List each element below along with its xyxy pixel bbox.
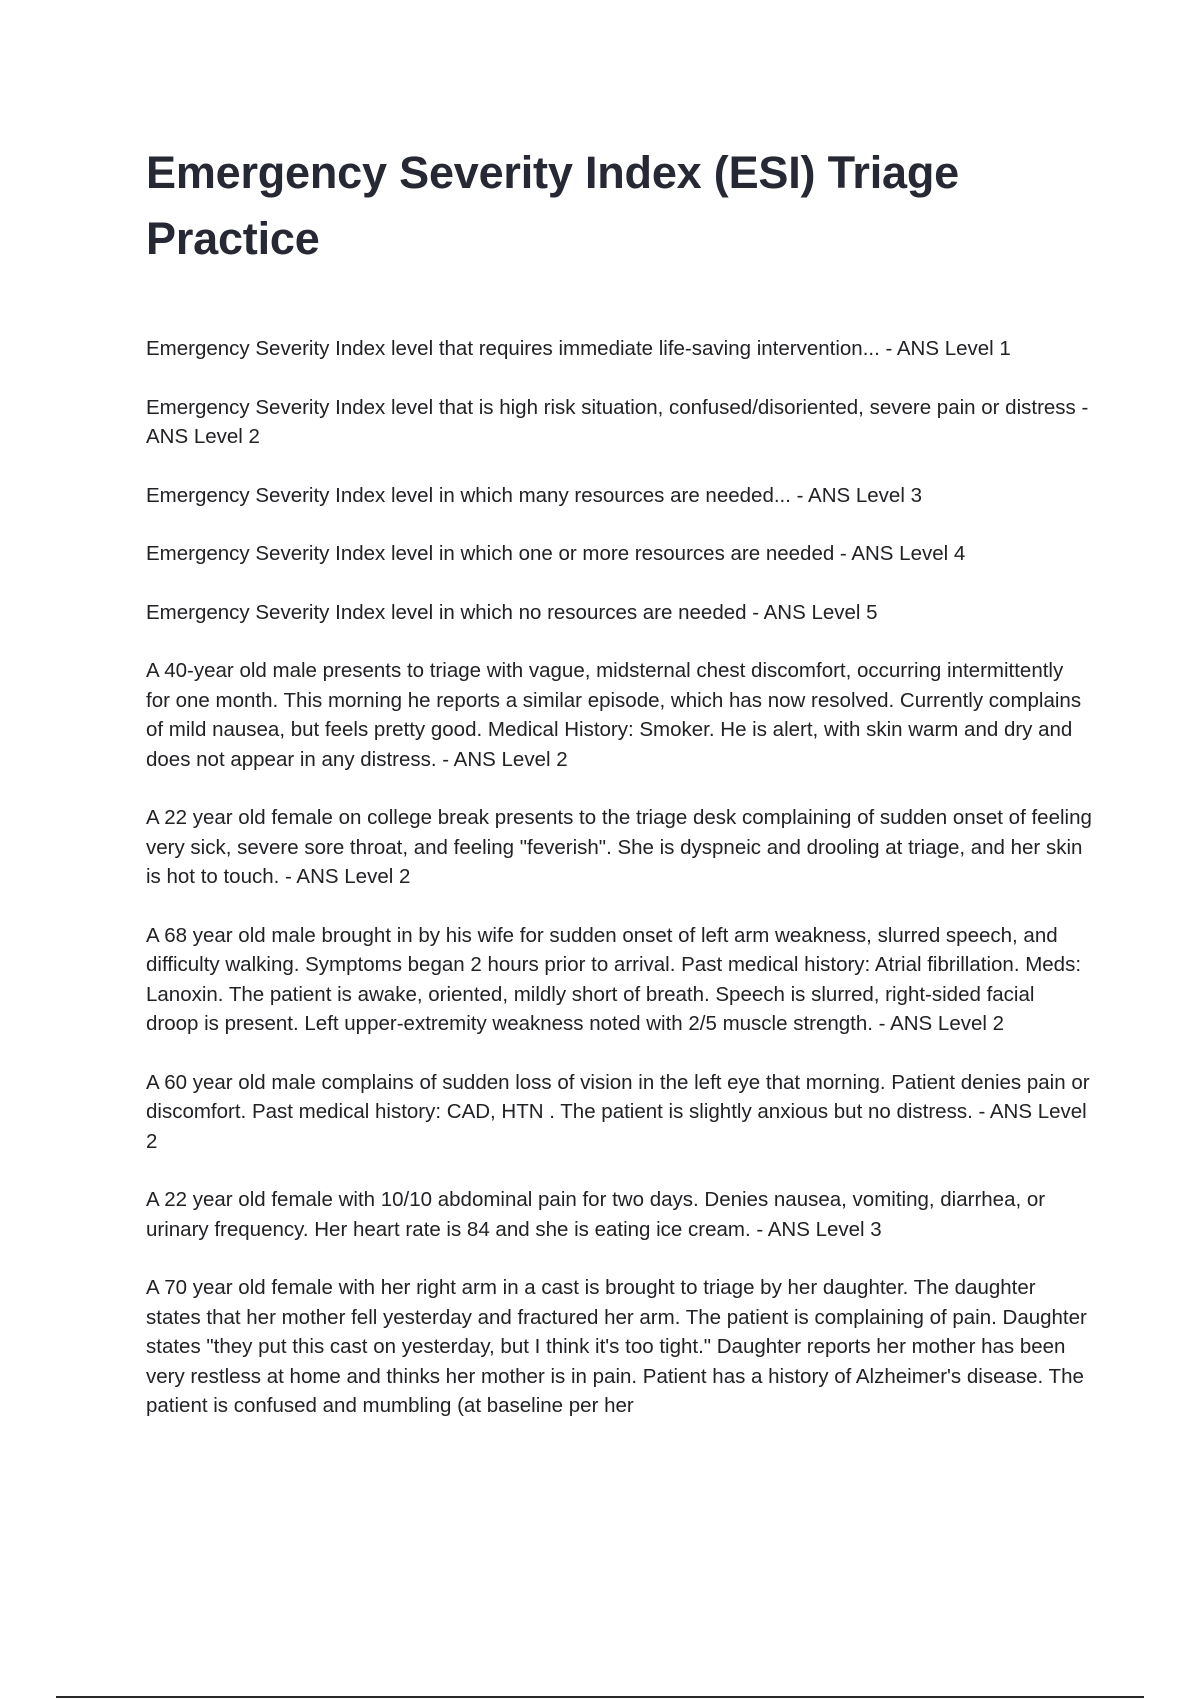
document-page bbox=[146, 140, 1092, 1450]
qa-list bbox=[146, 334, 1092, 1421]
qa-item-2: Emergency Severity Index level that is high risk situation, confused/disoriented, severe pain or distress - ANS Level 2 bbox=[146, 395, 1089, 448]
qa-item-11: A 70 year old female with her right arm in a cast is brought to triage by her daughter. The daughter states that her mother fell yesterday and fractured her arm. The patient is complaining of pain. Daughter states "they put this cast on yesterday, but I think it's too tight." Daughter reports her mother has been very restless at home and thinks her mother is in pain. Patient has a history of Alzheimer's disease. The patient is confused and mumbling (at baseline per her bbox=[146, 1276, 1087, 1417]
qa-item-7: A 22 year old female on college break presents to the triage desk complaining of sudden onset of feeling very sick, severe sore throat, and feeling "feverish". She is dyspneic and drooling at triage, and her skin is hot to touch. - ANS Level 2 bbox=[146, 806, 1092, 888]
qa-item-9: A 60 year old male complains of sudden loss of vision in the left eye that morning. Patient denies pain or discomfort. Past medical history: CAD, HTN . The patient is slightly anxious but no distress. - ANS Level 2 bbox=[146, 1070, 1090, 1153]
qa-item-10: A 22 year old female with 10/10 abdominal pain for two days. Denies nausea, vomiting, diarrhea, or urinary frequency. Her heart rate is 84 and she is eating ice cream. - ANS Level 3 bbox=[146, 1188, 1046, 1241]
page-title: Emergency Severity Index (ESI) Triage Practice bbox=[146, 147, 959, 264]
qa-item-8: A 68 year old male brought in by his wife for sudden onset of left arm weakness, slurred speech, and difficulty walking. Symptoms began 2 hours prior to arrival. Past medical history: Atrial fibrillation. Meds: Lanoxin. The patient is awake, oriented, mildly short of breath. Speech is slurred, right-sided facial droop is present. Left upper-extremity weakness noted with 2/5 muscle strength. - ANS Level 2 bbox=[146, 923, 1082, 1035]
qa-item-3: Emergency Severity Index level in which many resources are needed... - ANS Level 3 bbox=[146, 483, 922, 507]
qa-item-1: Emergency Severity Index level that requires immediate life-saving intervention... - ANS Level 1 bbox=[146, 337, 1011, 360]
qa-item-5: Emergency Severity Index level in which no resources are needed - ANS Level 5 bbox=[146, 600, 878, 624]
footer-divider bbox=[56, 1696, 1144, 1698]
qa-item-6: A 40-year old male presents to triage with vague, midsternal chest discomfort, occurring intermittently for one month. This morning he reports a similar episode, which has now resolved. Currently complains of mild nausea, but feels pretty good. Medical History: Smoker. He is alert, with skin warm and dry and does not appear in any distress. - ANS Level 2 bbox=[146, 659, 1082, 771]
qa-item-4: Emergency Severity Index level in which one or more resources are needed - ANS Level 4 bbox=[146, 542, 966, 565]
